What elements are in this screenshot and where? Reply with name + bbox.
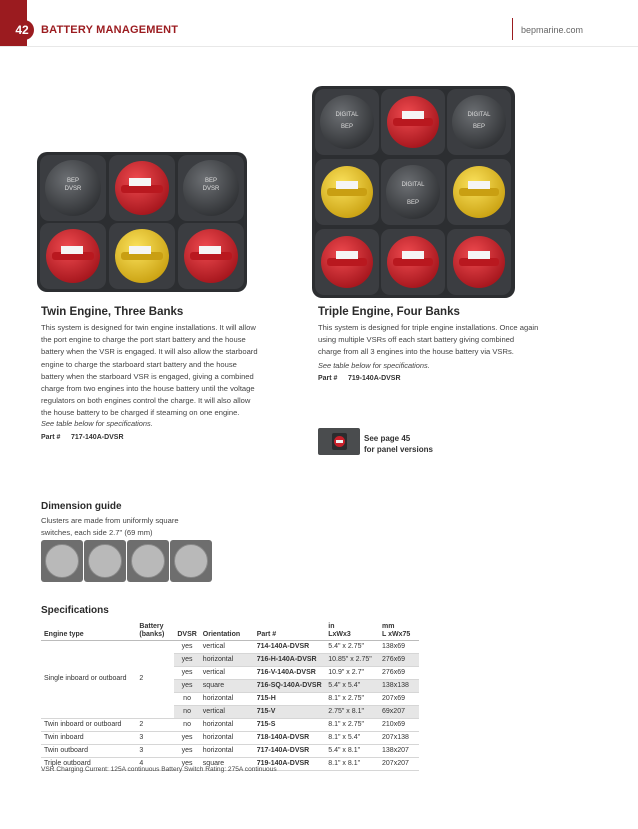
twin-engine-body [41,322,311,420]
switch-disc [88,544,122,578]
see-page-line: for panel versions [364,445,433,454]
cell-dvsr: yes [174,653,199,666]
twin-engine-note: See table below for specifications. [41,419,153,428]
cell-part: 719-140A-DVSR [254,757,326,770]
dimension-body-line: Clusters are made from uniformly square [41,516,179,525]
cell-in: 5.4" x 2.75" [325,640,379,653]
svg-text:BEP: BEP [472,124,486,130]
header-rule [0,46,638,47]
twin-body-line: regulators on both engines control the charge. It will also allow [41,396,251,406]
dimension-body [41,515,241,539]
switch-square [170,540,212,582]
svg-text:BEP: BEP [204,178,218,184]
cell-dvsr: yes [174,666,199,679]
col-mm [379,620,419,640]
cell-banks: 2 [136,640,174,718]
twin-body-line: charge from two engines into the house battery until the voltage [41,384,255,394]
col-dvsr: DVSR [174,620,199,640]
cell-orientation: horizontal [200,731,254,744]
cell-dvsr: yes [174,757,199,770]
cell-orientation: vertical [200,705,254,718]
page-number: 42 [10,20,34,40]
svg-text:DVSR: DVSR [202,186,220,192]
cell-engine: Twin inboard [41,731,136,744]
cell-part: 717-140A-DVSR [254,744,326,757]
cell-mm: 210x69 [379,718,419,731]
cell-mm: 138x207 [379,744,419,757]
cell-in: 5.4" x 8.1" [325,744,379,757]
cell-part: 715-H [254,692,326,705]
cell-orientation: square [200,757,254,770]
header-divider [512,18,513,40]
cell-banks: 3 [136,731,174,744]
dimension-swatches [41,540,211,582]
cell-engine: Triple outboard [41,757,136,770]
col-battery-label: Battery [139,622,164,630]
col-in-sub: LxWx3 [328,630,351,638]
twin-engine-part [41,434,124,441]
triple-body-line: This system is designed for triple engine installations. Once again [318,323,539,332]
specs-table [41,620,419,771]
cell-in: 8.1" x 8.1" [325,757,379,770]
cell-dvsr: no [174,705,199,718]
col-banks-label: (banks) [139,630,165,638]
cell-in: 8.1" x 2.75" [325,692,379,705]
dimension-title: Dimension guide [41,501,122,512]
switch-disc [45,544,79,578]
panel-thumbnail-image [318,428,360,455]
cell-part: 715-S [254,718,326,731]
cell-banks: 4 [136,757,174,770]
twin-engine-cluster-image [37,152,247,292]
svg-text:DIGITAL: DIGITAL [401,182,425,188]
cell-banks: 2 [136,718,174,731]
triple-body-line: charge from all 3 engines into the house battery via VSRs. [318,347,514,357]
cell-orientation: horizontal [200,692,254,705]
col-engine-type: Engine type [41,620,136,640]
part-label: Part # [41,434,61,441]
cell-in: 8.1" x 5.4" [325,731,379,744]
twin-body-line: battery when the starboard VSR is engaged, giving a combined [41,371,254,381]
part-number: 719-140A-DVSR [348,375,401,382]
col-in-label: in [328,622,335,630]
svg-text:BEP: BEP [340,124,354,130]
twin-body-line: the port engine to charge the port start battery and the house [41,335,246,345]
col-part: Part # [254,620,326,640]
cell-part: 716-SQ-140A-DVSR [254,679,326,692]
twin-engine-title: Twin Engine, Three Banks [41,306,184,318]
cell-orientation: vertical [200,640,254,653]
specs-title: Specifications [41,605,109,616]
cell-part: 715-V [254,705,326,718]
cell-in: 5.4" x 5.4" [325,679,379,692]
cell-orientation: horizontal [200,718,254,731]
cell-dvsr: yes [174,640,199,653]
svg-text:BEP: BEP [406,200,420,206]
col-mm-label: mm [382,622,395,630]
table-row [41,731,419,744]
switch-square [127,540,169,582]
switch-square [41,540,83,582]
cell-in: 8.1" x 2.75" [325,718,379,731]
cell-engine: Single inboard or outboard [41,640,136,718]
cell-dvsr: yes [174,731,199,744]
cell-part: 716-V-140A-DVSR [254,666,326,679]
cell-engine: Twin outboard [41,744,136,757]
cell-mm: 276x69 [379,653,419,666]
table-row [41,718,419,731]
col-mm-sub: L xWx75 [382,630,411,638]
twin-body-line: battery when the VSR is engaged. It will also allow the starboard [41,347,258,357]
cell-in: 10.85" x 2.75" [325,653,379,666]
cell-mm: 138x69 [379,640,419,653]
cell-banks: 3 [136,744,174,757]
site-link[interactable]: bepmarine.com [521,25,584,35]
part-label: Part # [318,375,338,382]
cell-mm: 207x138 [379,731,419,744]
cell-dvsr: yes [174,679,199,692]
section-title: BATTERY MANAGEMENT [41,24,179,36]
dimension-body-line: switches, each side 2.7" (69 mm) [41,528,153,538]
cell-part: 718-140A-DVSR [254,731,326,744]
table-row [41,744,419,757]
triple-engine-body [318,322,598,359]
cell-mm: 276x69 [379,666,419,679]
triple-engine-title: Triple Engine, Four Banks [318,306,460,318]
svg-text:DIGITAL: DIGITAL [467,112,491,118]
see-page-line: See page 45 [364,434,411,443]
table-row [41,640,419,653]
specs-header-row [41,620,419,640]
cell-in: 10.9" x 2.7" [325,666,379,679]
svg-text:DVSR: DVSR [64,186,82,192]
triple-engine-cluster-image [312,86,515,298]
col-inches [325,620,379,640]
cell-mm: 69x207 [379,705,419,718]
switch-disc [131,544,165,578]
col-orientation: Orientation [200,620,254,640]
cell-orientation: horizontal [200,744,254,757]
cell-dvsr: no [174,692,199,705]
cell-orientation: square [200,679,254,692]
see-page-link[interactable] [364,433,433,455]
twin-body-line: engine to charge the starboard start battery and the house [41,359,237,369]
twin-body-line: the house battery to be charged if steaming on one engine. [41,408,240,418]
col-battery-banks [136,620,174,640]
cell-orientation: vertical [200,666,254,679]
cell-in: 2.75" x 8.1" [325,705,379,718]
cell-part: 716-H-140A-DVSR [254,653,326,666]
cell-mm: 207x69 [379,692,419,705]
cell-dvsr: no [174,718,199,731]
part-number: 717-140A-DVSR [71,434,124,441]
specs-footnote: VSR Charging Current: 125A continuous Battery Switch Rating: 275A continuous [41,766,277,773]
cell-mm: 138x138 [379,679,419,692]
twin-body-line: This system is designed for twin engine installations. It will allow [41,323,256,332]
triple-engine-part [318,375,401,382]
cell-engine: Twin inboard or outboard [41,718,136,731]
cell-part: 714-140A-DVSR [254,640,326,653]
switch-disc [174,544,208,578]
svg-text:BEP: BEP [66,178,80,184]
switch-square [84,540,126,582]
page-header [0,0,638,46]
cell-dvsr: yes [174,744,199,757]
triple-body-line: using multiple VSRs off each start battery giving combined [318,335,515,345]
triple-engine-note: See table below for specifications. [318,361,430,370]
cell-orientation: horizontal [200,653,254,666]
cell-mm: 207x207 [379,757,419,770]
svg-text:DIGITAL: DIGITAL [335,112,359,118]
